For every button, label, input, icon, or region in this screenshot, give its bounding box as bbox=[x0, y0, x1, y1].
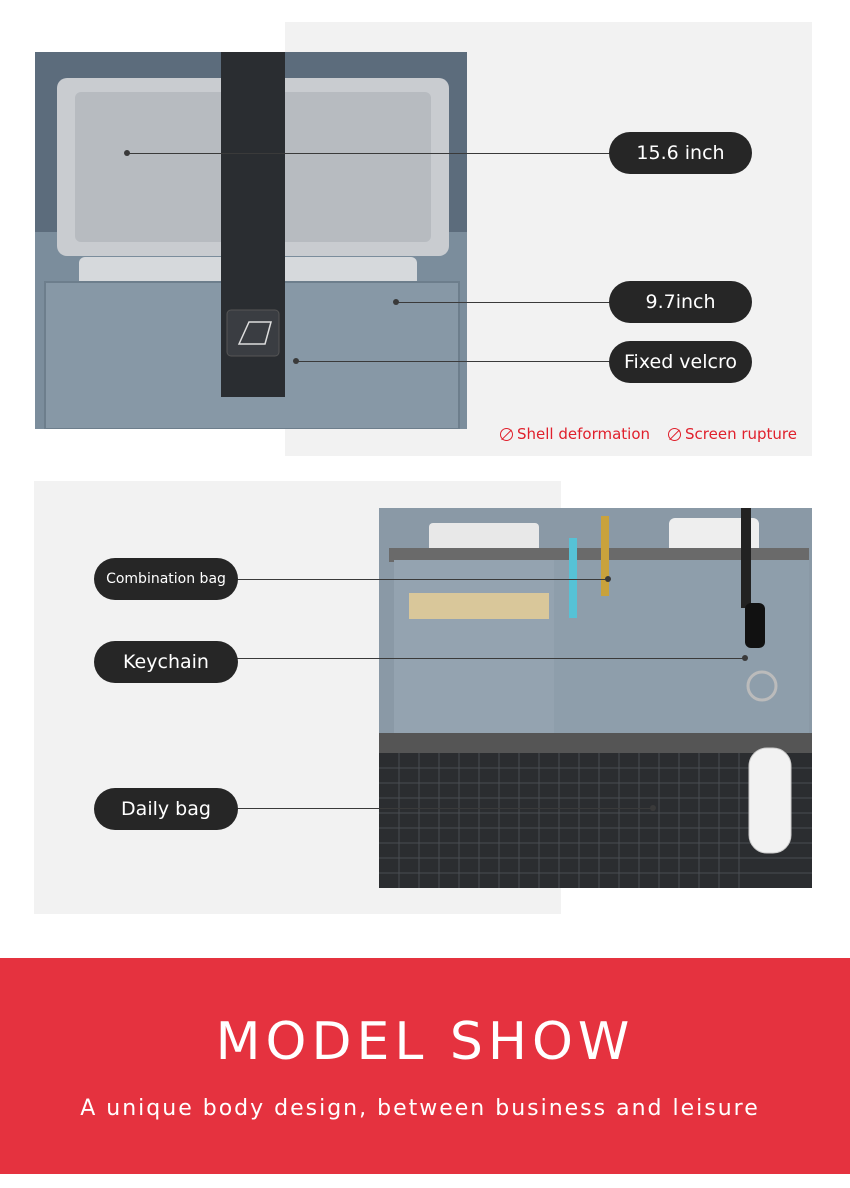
prohibited-icon bbox=[668, 428, 681, 441]
callout-15-6-inch: 15.6 inch bbox=[609, 132, 752, 174]
callout-dot-keychain bbox=[742, 655, 748, 661]
callout-combination-bag: Combination bag bbox=[94, 558, 238, 600]
prohibited-icon bbox=[500, 428, 513, 441]
callout-daily-bag: Daily bag bbox=[94, 788, 238, 830]
callout-line-laptop bbox=[127, 153, 612, 154]
laptop-compartment-photo bbox=[35, 52, 467, 429]
warning-screen-rupture bbox=[668, 425, 797, 443]
warning-text: Screen rupture bbox=[685, 425, 797, 443]
warning-text: Shell deformation bbox=[517, 425, 651, 443]
banner-subtitle: A unique body design, between business and leisure bbox=[80, 1096, 760, 1121]
callout-dot-combination bbox=[605, 576, 611, 582]
callout-dot-tablet bbox=[393, 299, 399, 305]
callout-dot-velcro bbox=[293, 358, 299, 364]
callout-9-7-inch: 9.7inch bbox=[609, 281, 752, 323]
callout-fixed-velcro: Fixed velcro bbox=[609, 341, 752, 383]
warning-shell-deformation bbox=[500, 425, 650, 443]
callout-line-keychain bbox=[236, 658, 745, 659]
callout-line-daily bbox=[236, 808, 653, 809]
callout-keychain: Keychain bbox=[94, 641, 238, 683]
banner-title: MODEL SHOW bbox=[215, 1012, 635, 1072]
organizer-compartment-photo bbox=[379, 508, 812, 888]
callout-line-combination bbox=[236, 579, 608, 580]
callout-dot-laptop bbox=[124, 150, 130, 156]
callout-dot-daily bbox=[650, 805, 656, 811]
callout-line-tablet bbox=[396, 302, 612, 303]
callout-line-velcro bbox=[296, 361, 612, 362]
